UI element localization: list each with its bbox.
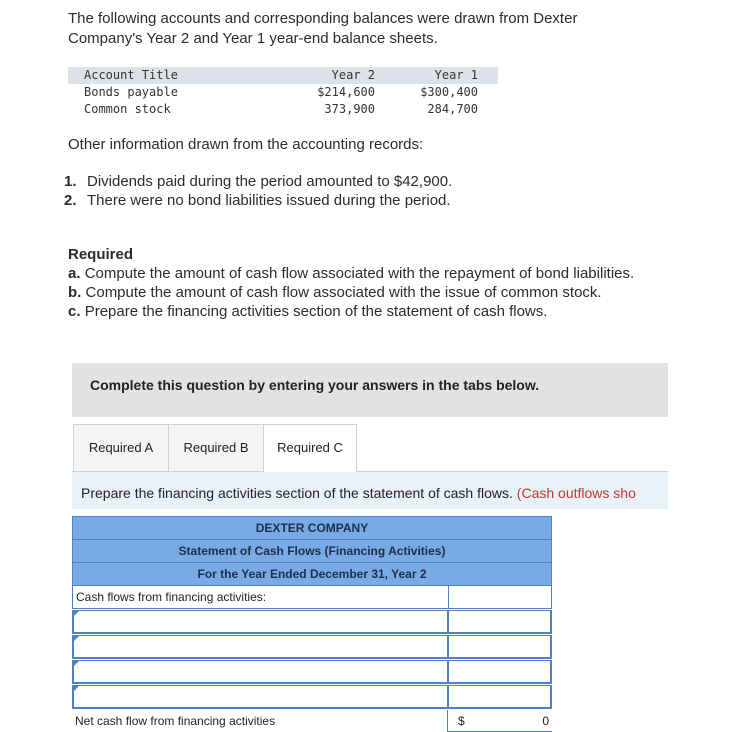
info-text: Dividends paid during the period amounted to $42,900. xyxy=(87,173,453,190)
problem-intro: The following accounts and corresponding balances were drawn from Dexter Company's Year 2 and Year 1 year-end balance sheets. xyxy=(68,10,578,47)
input-row xyxy=(72,635,552,659)
instruction-text xyxy=(81,485,636,501)
activity-amount-input[interactable] xyxy=(449,611,550,632)
financing-statement xyxy=(72,516,552,732)
activity-label-input[interactable] xyxy=(74,636,449,657)
dropdown-marker-icon xyxy=(74,661,79,666)
column-divider xyxy=(448,586,449,608)
account-title: Bonds payable xyxy=(84,85,178,99)
net-cash-value: 0 xyxy=(542,714,549,728)
instruction-note: (Cash outflows sho xyxy=(516,485,636,501)
currency-symbol: $ xyxy=(458,714,465,728)
required-a xyxy=(68,264,638,283)
info-list xyxy=(64,172,452,210)
required-c-label: c. xyxy=(68,303,81,320)
header-account-title: Account Title xyxy=(84,68,178,82)
tab-required-b[interactable]: Required B xyxy=(168,424,264,472)
activity-label-input[interactable] xyxy=(74,661,449,682)
account-balances-table xyxy=(68,67,498,118)
dropdown-marker-icon xyxy=(74,636,79,641)
info-number: 2. xyxy=(64,192,77,209)
statement-title: Statement of Cash Flows (Financing Activities) xyxy=(72,540,552,563)
required-b-text: Compute the amount of cash flow associated with the issue of common stock. xyxy=(85,284,602,301)
input-row xyxy=(72,610,552,634)
account-row-bonds xyxy=(68,84,498,101)
tab-instruction xyxy=(72,472,668,509)
statement-period: For the Year Ended December 31, Year 2 xyxy=(72,563,552,586)
account-row-common-stock xyxy=(68,101,498,118)
required-c xyxy=(68,302,638,321)
account-table-header xyxy=(68,67,498,84)
year-1-value: $300,400 xyxy=(420,85,478,99)
statement-company: DEXTER COMPANY xyxy=(72,516,552,540)
required-section xyxy=(68,245,638,321)
required-b-label: b. xyxy=(68,284,82,301)
account-title: Common stock xyxy=(84,102,171,116)
dropdown-marker-icon xyxy=(74,686,79,691)
activity-amount-input[interactable] xyxy=(449,686,550,707)
required-title: Required xyxy=(68,246,134,263)
activity-amount-input[interactable] xyxy=(449,661,550,682)
activity-amount-input[interactable] xyxy=(449,636,550,657)
activity-label-input[interactable] xyxy=(74,611,449,632)
input-row xyxy=(72,660,552,684)
net-cash-row xyxy=(72,710,552,732)
banner-text: Complete this question by entering your answers in the tabs below. xyxy=(90,377,540,393)
info-text: There were no bond liabilities issued during the period. xyxy=(87,192,451,209)
activity-label-input[interactable] xyxy=(74,686,449,707)
section-label: Cash flows from financing activities: xyxy=(76,590,267,604)
required-b xyxy=(68,283,638,302)
header-year-2: Year 2 xyxy=(331,68,375,82)
instruction-banner xyxy=(72,363,668,417)
instruction-main: Prepare the financing activities section of the statement of cash flows. xyxy=(81,485,513,501)
tab-required-a[interactable]: Required A xyxy=(73,424,169,472)
tab-required-c[interactable]: Required C xyxy=(263,424,357,473)
dropdown-marker-icon xyxy=(74,611,79,616)
required-a-label: a. xyxy=(68,265,81,282)
year-2-value: 373,900 xyxy=(324,102,375,116)
other-info-heading: Other information drawn from the accounting records: xyxy=(68,136,424,153)
year-2-value: $214,600 xyxy=(317,85,375,99)
info-item xyxy=(64,172,452,191)
input-row xyxy=(72,685,552,709)
info-item xyxy=(64,191,452,210)
required-a-text: Compute the amount of cash flow associated with the repayment of bond liabilities. xyxy=(84,265,635,282)
info-number: 1. xyxy=(64,173,77,190)
net-cash-label: Net cash flow from financing activities xyxy=(75,714,276,728)
header-year-1: Year 1 xyxy=(434,68,478,82)
section-row xyxy=(72,586,552,609)
column-divider xyxy=(447,710,448,732)
required-c-text: Prepare the financing activities section of the statement of cash flows. xyxy=(84,303,548,320)
year-1-value: 284,700 xyxy=(427,102,478,116)
